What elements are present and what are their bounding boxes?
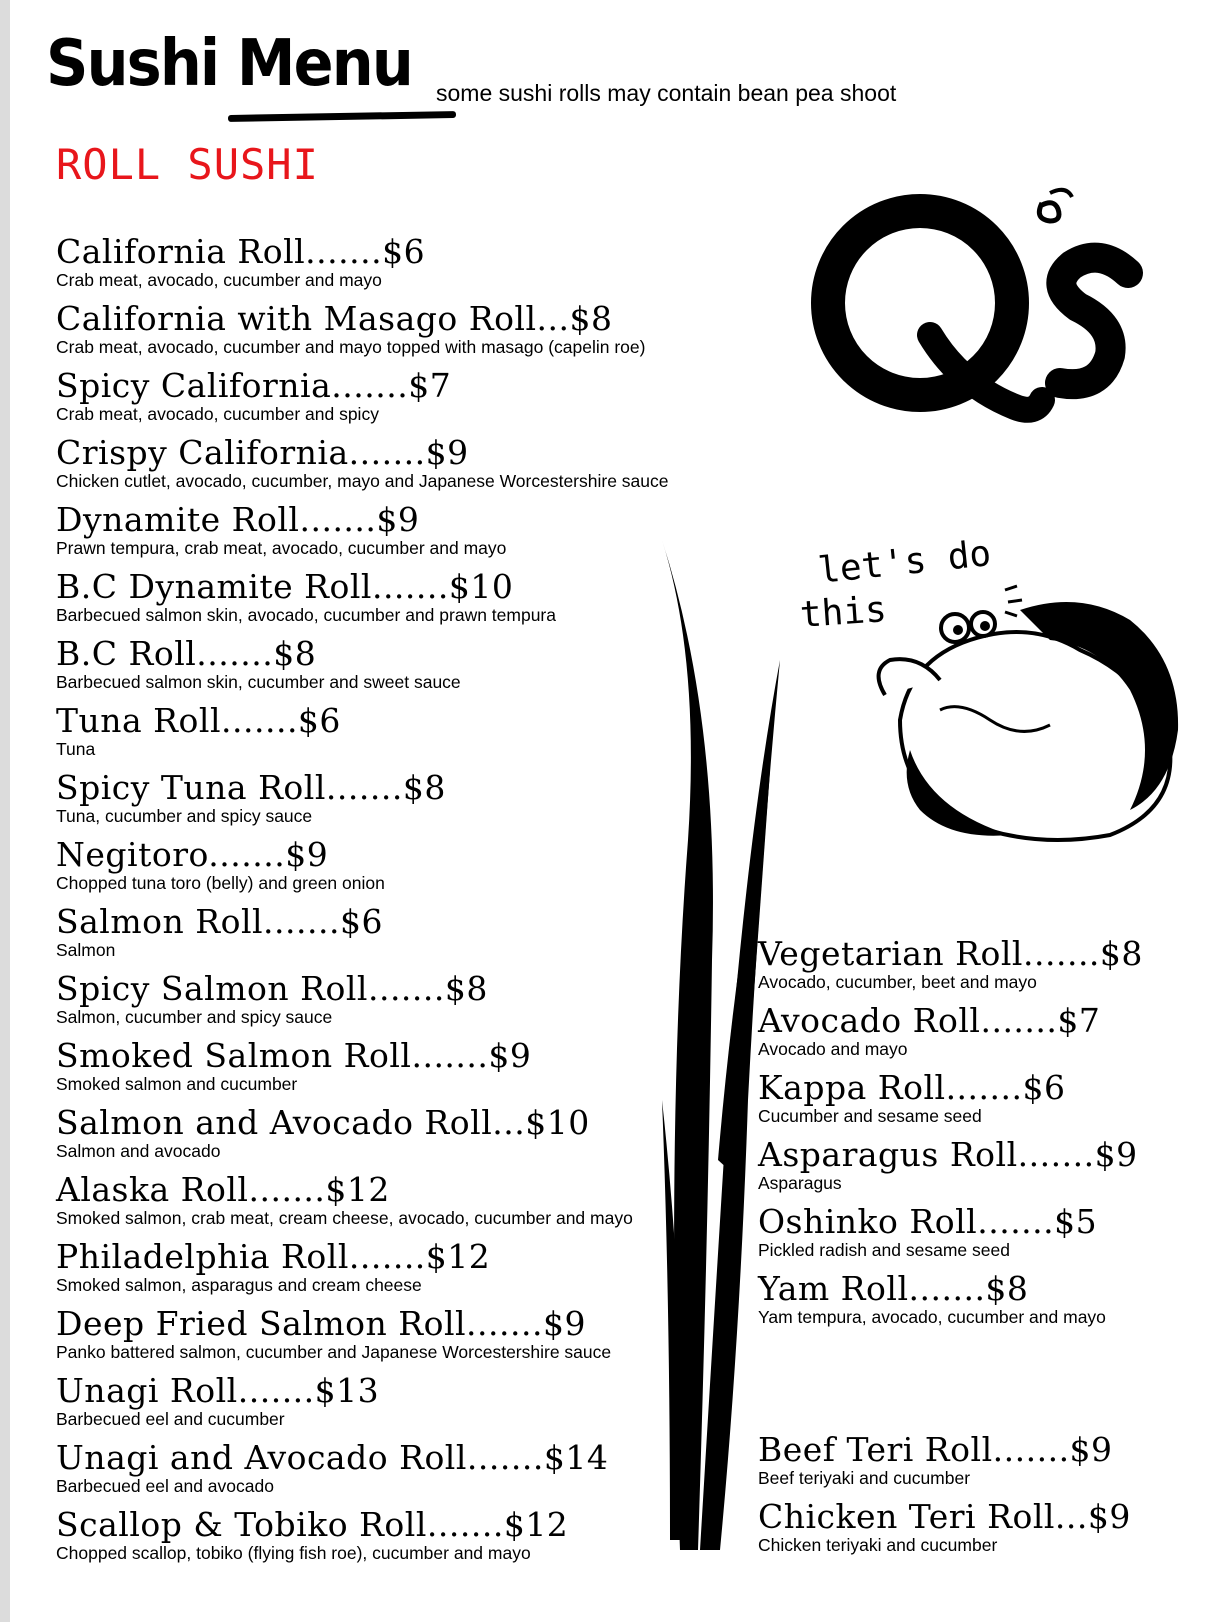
item-name: Oshinko Roll.......$5 xyxy=(758,1202,1098,1241)
menu-item xyxy=(56,770,669,837)
item-name: Kappa Roll.......$6 xyxy=(758,1068,1066,1107)
item-name: Spicy Tuna Roll.......$8 xyxy=(56,768,446,807)
menu-item xyxy=(56,1239,669,1306)
item-desc: Salmon xyxy=(56,940,116,960)
menu-item xyxy=(56,569,669,636)
roll-list-left xyxy=(56,234,669,1574)
menu-item xyxy=(758,1003,1143,1070)
menu-item xyxy=(758,1137,1143,1204)
item-name: Unagi and Avocado Roll.......$14 xyxy=(56,1438,609,1477)
item-name: Deep Fried Salmon Roll.......$9 xyxy=(56,1304,586,1343)
item-desc: Barbecued salmon skin, avocado, cucumber and prawn tempura xyxy=(56,605,556,625)
item-name: Avocado Roll.......$7 xyxy=(758,1001,1101,1040)
menu-item xyxy=(56,837,669,904)
item-desc: Crab meat, avocado, cucumber and spicy xyxy=(56,404,379,424)
item-desc: Panko battered salmon, cucumber and Japanese Worcestershire sauce xyxy=(56,1342,612,1362)
item-desc: Salmon and avocado xyxy=(56,1141,221,1161)
roll-list-vegetarian xyxy=(758,936,1143,1338)
header-note: some sushi rolls may contain bean pea shoot xyxy=(436,80,897,106)
menu-title: Sushi Menu xyxy=(46,27,412,101)
speech-line1: let's do xyxy=(816,533,994,592)
menu-item xyxy=(56,368,669,435)
item-desc: Chicken cutlet, avocado, cucumber, mayo and Japanese Worcestershire sauce xyxy=(56,471,669,491)
item-desc: Prawn tempura, crab meat, avocado, cucumber and mayo xyxy=(56,538,507,558)
pupil-right xyxy=(980,621,990,631)
item-desc: Asparagus xyxy=(758,1173,842,1193)
item-desc: Avocado, cucumber, beet and mayo xyxy=(758,972,1037,992)
menu-item xyxy=(758,1204,1143,1271)
item-desc: Chicken teriyaki and cucumber xyxy=(758,1535,998,1555)
item-name: Asparagus Roll.......$9 xyxy=(758,1135,1138,1174)
menu-item xyxy=(56,1105,669,1172)
item-name: Tuna Roll.......$6 xyxy=(56,701,341,740)
item-name: Scallop & Tobiko Roll.......$12 xyxy=(56,1505,569,1544)
item-desc: Barbecued eel and avocado xyxy=(56,1476,274,1496)
item-name: Chicken Teri Roll...$9 xyxy=(758,1497,1131,1536)
stalk-blade xyxy=(718,770,770,1180)
item-desc: Yam tempura, avocado, cucumber and mayo xyxy=(758,1307,1106,1327)
swirl-icon xyxy=(1039,203,1059,221)
item-name: Dynamite Roll.......$9 xyxy=(56,500,420,539)
item-desc: Smoked salmon, asparagus and cream cheese xyxy=(56,1275,422,1295)
item-name: California with Masago Roll...$8 xyxy=(56,299,613,338)
item-name: Negitoro.......$9 xyxy=(56,835,329,874)
item-desc: Pickled radish and sesame seed xyxy=(758,1240,1010,1260)
item-desc: Salmon, cucumber and spicy sauce xyxy=(56,1007,333,1027)
item-name: Vegetarian Roll.......$8 xyxy=(758,934,1143,973)
menu-item xyxy=(758,1499,1131,1566)
item-name: Crispy California.......$9 xyxy=(56,433,469,472)
grass-stalk-illustration xyxy=(660,540,790,1560)
logo-q-ring xyxy=(828,211,1012,395)
menu-item xyxy=(56,502,669,569)
menu-item xyxy=(758,1070,1143,1137)
item-name: B.C Roll.......$8 xyxy=(56,634,317,673)
item-name: Philadelphia Roll.......$12 xyxy=(56,1237,491,1276)
menu-item xyxy=(56,435,669,502)
speech-line2: this xyxy=(798,589,888,636)
menu-item xyxy=(56,703,669,770)
menu-item xyxy=(56,1440,669,1507)
item-name: Salmon Roll.......$6 xyxy=(56,902,383,941)
page-edge xyxy=(0,0,10,1622)
menu-item xyxy=(56,1507,669,1574)
menu-item xyxy=(56,1038,669,1105)
menu-item xyxy=(56,301,669,368)
item-name: Spicy Salmon Roll.......$8 xyxy=(56,969,488,1008)
item-name: California Roll.......$6 xyxy=(56,232,426,271)
item-desc: Crab meat, avocado, cucumber and mayo topped with masago (capelin roe) xyxy=(56,337,646,357)
item-desc: Tuna, cucumber and spicy sauce xyxy=(56,806,313,826)
item-desc: Avocado and mayo xyxy=(758,1039,908,1059)
item-desc: Smoked salmon and cucumber xyxy=(56,1074,298,1094)
section-title: ROLL SUSHI xyxy=(56,140,319,189)
qs-logo xyxy=(810,185,1165,435)
swirl-tip xyxy=(1050,190,1072,197)
motion-lines xyxy=(1005,586,1022,616)
item-desc: Cucumber and sesame seed xyxy=(758,1106,982,1126)
menu-item xyxy=(758,1432,1131,1499)
menu-item xyxy=(56,1306,669,1373)
item-desc: Barbecued eel and cucumber xyxy=(56,1409,285,1429)
item-name: Yam Roll.......$8 xyxy=(758,1269,1029,1308)
menu-item xyxy=(56,1373,669,1440)
item-desc: Smoked salmon, crab meat, cream cheese, avocado, cucumber and mayo xyxy=(56,1208,633,1228)
item-desc: Barbecued salmon skin, cucumber and sweet sauce xyxy=(56,672,461,692)
item-name: Alaska Roll.......$12 xyxy=(56,1170,390,1209)
menu-item xyxy=(56,234,669,301)
title-underline xyxy=(228,111,456,122)
item-name: Unagi Roll.......$13 xyxy=(56,1371,380,1410)
item-name: B.C Dynamite Roll.......$10 xyxy=(56,567,514,606)
menu-item xyxy=(56,904,669,971)
item-desc: Beef teriyaki and cucumber xyxy=(758,1468,971,1488)
item-name: Spicy California.......$7 xyxy=(56,366,452,405)
item-desc: Tuna xyxy=(56,739,96,759)
item-desc: Crab meat, avocado, cucumber and mayo xyxy=(56,270,382,290)
pupil-left xyxy=(953,625,963,635)
logo-s xyxy=(1060,258,1128,385)
menu-item xyxy=(758,1271,1143,1338)
item-desc: Chopped tuna toro (belly) and green onion xyxy=(56,873,385,893)
menu-item xyxy=(758,936,1143,1003)
item-name: Smoked Salmon Roll.......$9 xyxy=(56,1036,532,1075)
menu-item xyxy=(56,636,669,703)
item-name: Beef Teri Roll.......$9 xyxy=(758,1430,1113,1469)
item-name: Salmon and Avocado Roll...$10 xyxy=(56,1103,590,1142)
roll-list-teriyaki xyxy=(758,1432,1131,1566)
item-desc: Chopped scallop, tobiko (flying fish roe), cucumber and mayo xyxy=(56,1543,531,1563)
menu-item xyxy=(56,971,669,1038)
menu-item xyxy=(56,1172,669,1239)
